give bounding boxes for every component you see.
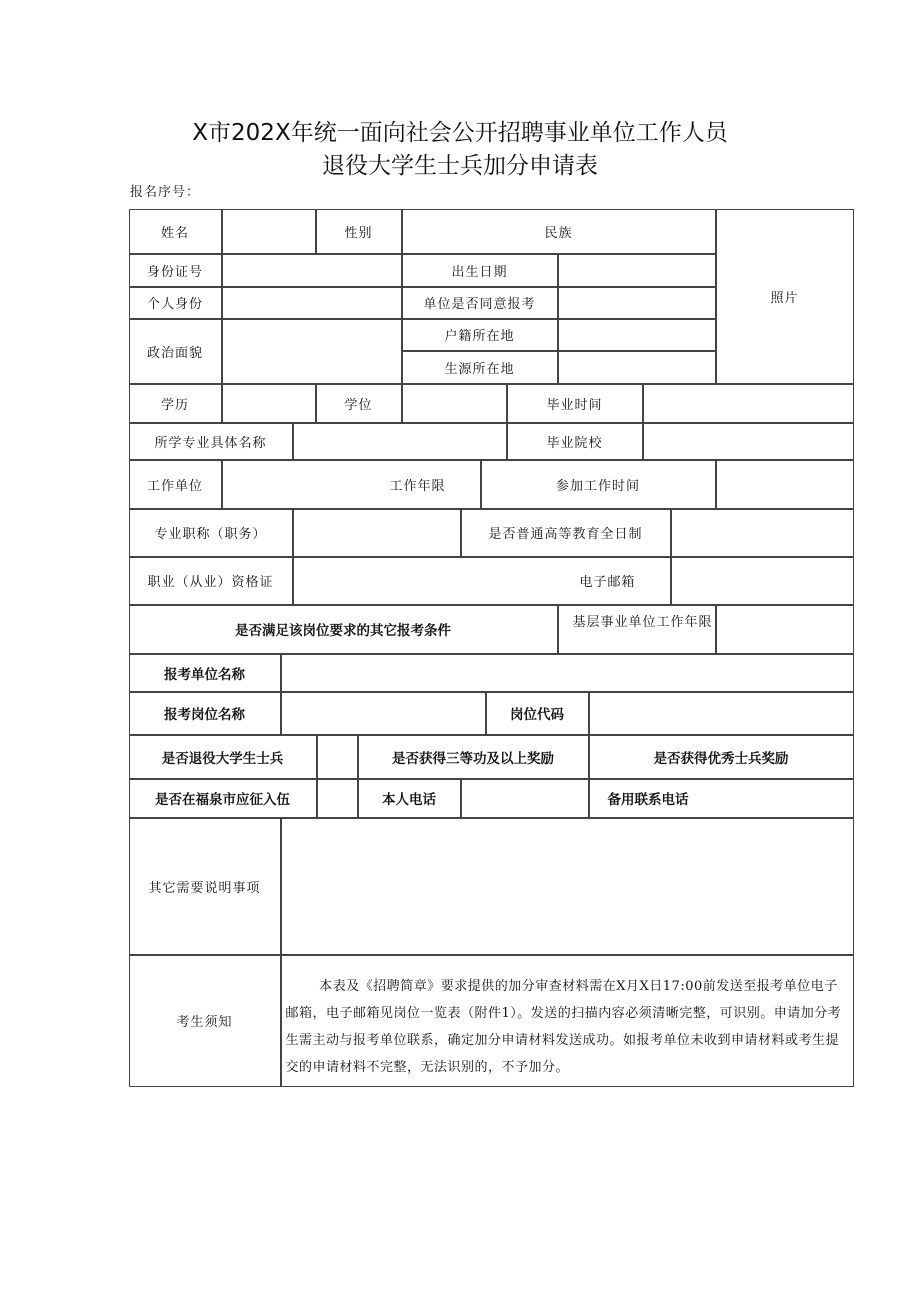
label-phone: 本人电话 — [358, 779, 461, 818]
photo-box[interactable]: 照片 — [716, 209, 854, 384]
label-apply-unit: 报考单位名称 — [129, 654, 281, 692]
fuquan-enlist-field[interactable] — [317, 779, 358, 818]
veteran-field[interactable] — [317, 735, 358, 779]
label-degree: 学位 — [316, 384, 402, 423]
personal-status-field[interactable] — [222, 287, 402, 319]
label-ethnicity: 民族 — [402, 209, 716, 254]
label-personal-status: 个人身份 — [129, 287, 222, 319]
grassroots-years-field[interactable] — [716, 605, 854, 654]
label-other-notes: 其它需要说明事项 — [129, 818, 281, 955]
birth-date-field[interactable] — [558, 254, 716, 287]
degree-field[interactable] — [402, 384, 507, 423]
label-qualification: 职业（从业）资格证 — [129, 557, 293, 605]
title-duty-field[interactable] — [293, 509, 461, 557]
label-apply-post: 报考岗位名称 — [129, 692, 281, 735]
apply-post-field[interactable] — [281, 692, 486, 735]
name-field[interactable] — [222, 209, 316, 254]
label-title-duty: 专业职称（职务） — [129, 509, 293, 557]
post-code-field[interactable] — [589, 692, 854, 735]
label-name: 姓名 — [129, 209, 222, 254]
notice-text-cell — [281, 955, 854, 1087]
form-title-line2: 退役大学生士兵加分申请表 — [322, 153, 598, 179]
household-field[interactable] — [558, 319, 716, 351]
major-field[interactable] — [293, 423, 507, 460]
political-field[interactable] — [222, 319, 402, 384]
apply-unit-field[interactable] — [281, 654, 854, 692]
label-id-number: 身份证号 — [129, 254, 222, 287]
label-household: 户籍所在地 — [402, 319, 558, 351]
label-veteran: 是否退役大学生士兵 — [129, 735, 317, 779]
label-gender: 性别 — [316, 209, 402, 254]
label-full-time: 是否普通高等教育全日制 — [461, 509, 671, 557]
label-grad-time: 毕业时间 — [507, 384, 643, 423]
label-email: 电子邮箱 — [293, 557, 671, 605]
phone-field[interactable] — [461, 779, 589, 818]
label-fuquan-enlist: 是否在福泉市应征入伍 — [129, 779, 317, 818]
label-education: 学历 — [129, 384, 222, 423]
label-grassroots-years: 基层事业单位工作年限 — [558, 605, 716, 654]
label-work-years: 工作年限 — [222, 460, 481, 509]
other-notes-field[interactable] — [281, 818, 854, 955]
origin-field[interactable] — [558, 351, 716, 384]
label-major: 所学专业具体名称 — [129, 423, 293, 460]
id-number-field[interactable] — [222, 254, 402, 287]
label-notice: 考生须知 — [129, 955, 281, 1087]
notice-text: 本表及《招聘简章》要求提供的加分审查材料需在X月X日17:00前发送至报考单位电子邮箱，电子邮箱见岗位一览表（附件1）。发送的扫描内容必须清晰完整，可识别。申请加分考生需主动与报考单位联系，确定加分申请材料发送成功。如报考单位未收到申请材料或考生提交的申请材料不完整，无法识别的，不予加分。 — [285, 978, 842, 1075]
label-political: 政治面貌 — [129, 319, 222, 384]
label-birth-date: 出生日期 — [402, 254, 558, 287]
label-post-code: 岗位代码 — [486, 692, 589, 735]
unit-consent-field[interactable] — [558, 287, 716, 319]
label-merit-award: 是否获得三等功及以上奖励 — [358, 735, 589, 779]
label-work-unit: 工作单位 — [129, 460, 222, 509]
label-backup-phone: 备用联系电话 — [589, 779, 854, 818]
school-field[interactable] — [643, 423, 854, 460]
work-start-field[interactable] — [716, 460, 854, 509]
education-field[interactable] — [222, 384, 316, 423]
grad-time-field[interactable] — [643, 384, 854, 423]
label-unit-consent: 单位是否同意报考 — [402, 287, 558, 319]
form-title-line1: X市202X年统一面向社会公开招聘事业单位工作人员 — [192, 120, 728, 146]
label-work-start: 参加工作时间 — [481, 460, 716, 509]
serial-number-label: 报名序号： — [130, 185, 201, 200]
email-field[interactable] — [671, 557, 854, 605]
full-time-field[interactable] — [671, 509, 854, 557]
label-school: 毕业院校 — [507, 423, 643, 460]
label-origin: 生源所在地 — [402, 351, 558, 384]
label-other-conditions: 是否满足该岗位要求的其它报考条件 — [129, 605, 558, 654]
label-excellent-award: 是否获得优秀士兵奖励 — [589, 735, 854, 779]
